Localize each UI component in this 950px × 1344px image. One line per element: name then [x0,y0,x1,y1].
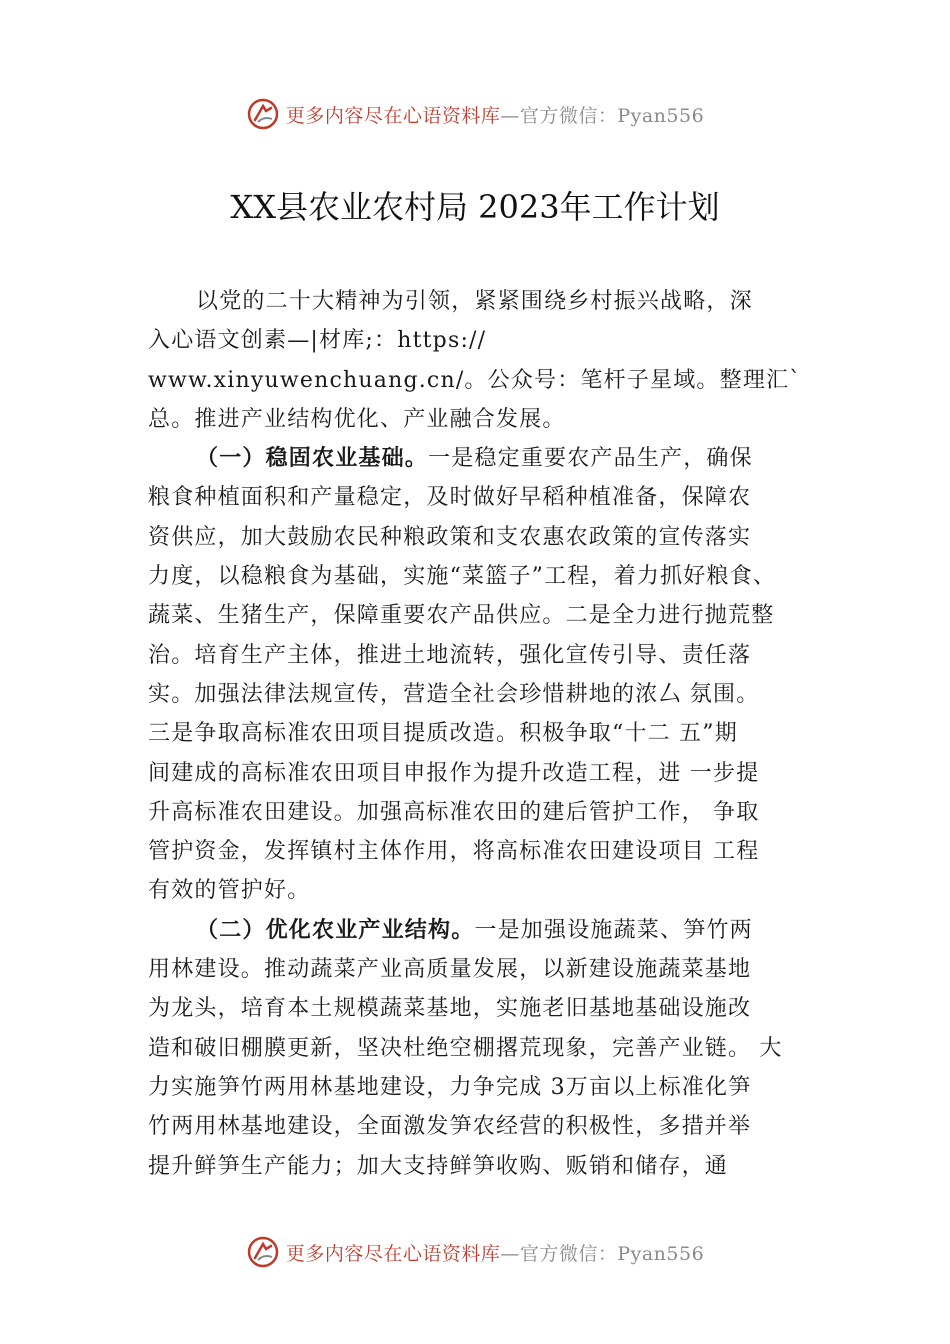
paragraph-line: 三是争取高标准农田项目提质改造。积极争取“十二 五”期 [148,721,738,747]
paragraph-line: 有效的管护好。 [148,878,311,904]
paragraph-line: 用林建设。推动蔬菜产业高质量发展，以新建设施蔬菜基地 [148,957,752,983]
paragraph-line: 升高标准农田建设。加强高标准农田的建后管护工作， 争取 [148,799,760,825]
section-heading-line [148,439,848,478]
paragraph-line: 提升鲜笋生产能力；加大支持鲜笋收购、贩销和储存，通 [148,1153,729,1179]
document-title: XX县农业农村局 2023年工作计划 [230,188,720,226]
paragraph-line: 治。培育生产主体，推进土地流转，强化宣传引导、责任落 [148,642,752,668]
header-banner [0,94,950,134]
header-banner-suffix: —官方微信：Pyan556 [500,104,705,127]
paragraph-line: 为龙头，培育本土规模蔬菜基地，实施老旧基地基础设施改 [148,996,752,1022]
paragraph-line: 粮食种植面积和产量稳定，及时做好早稻种植准备，保障农 [148,485,752,511]
paragraph-line: www.xinyuwenchuang.cn/。公众号：笔杆子星域。整理汇` [148,367,802,393]
paragraph-line: 竹两用林基地建设，全面激发笋农经营的积极性，多措并举 [148,1114,752,1140]
document-body [148,282,848,1186]
paragraph-line: 蔬菜、生猪生产，保障重要农产品供应。二是全力进行抛荒整 [148,603,775,629]
paragraph-line: 一是稳定重要农产品生产，确保 [428,446,753,472]
brand-logo-icon [246,97,280,131]
section-heading: （一）稳固农业基础。 [196,445,429,472]
footer-banner-suffix: —官方微信：Pyan556 [500,1242,705,1265]
paragraph-line: 造和破旧棚膜更新，坚决杜绝空棚撂荒现象，完善产业链。 大 [148,1035,783,1061]
paragraph-line: 一是加强设施蔬菜、笋竹两 [474,917,753,943]
paragraph-line: 以党的二十大精神为引领，紧紧围绕乡村振兴战略，深 [196,289,753,314]
paragraph-line: 管护资金，发挥镇村主体作用，将高标准农田建设项目 工程 [148,839,760,865]
paragraph-line: 力度，以稳粮食为基础，实施“菜篮子”工程，着力抓好粮食、 [148,564,777,590]
paragraph-line: 入心语文创素—|材库;：https:// [148,328,487,354]
brand-logo-icon [246,1235,280,1269]
paragraph-line: 实。加强法律法规宣传，营造全社会珍惜耕地的浓厶 氛围。 [148,681,760,707]
paragraph-line: 力实施笋竹两用林基地建设，力争完成 3万亩以上标准化笋 [148,1074,752,1100]
section-heading: （二）优化农业产业结构。 [196,916,475,943]
section-heading-line [148,911,848,950]
paragraph-line: 总。推进产业结构优化、产业融合发展。 [148,406,566,432]
paragraph-line: 间建成的高标准农田项目申报作为提升改造工程，进 一步提 [148,760,760,786]
header-banner-text: 更多内容尽在心语资料库—官方微信：Pyan556 [285,104,705,127]
footer-banner-text: 更多内容尽在心语资料库—官方微信：Pyan556 [285,1242,705,1265]
footer-banner [0,1232,950,1272]
paragraph-line: 资供应，加大鼓励农民种粮政策和支农惠农政策的宣传落实 [148,524,752,550]
